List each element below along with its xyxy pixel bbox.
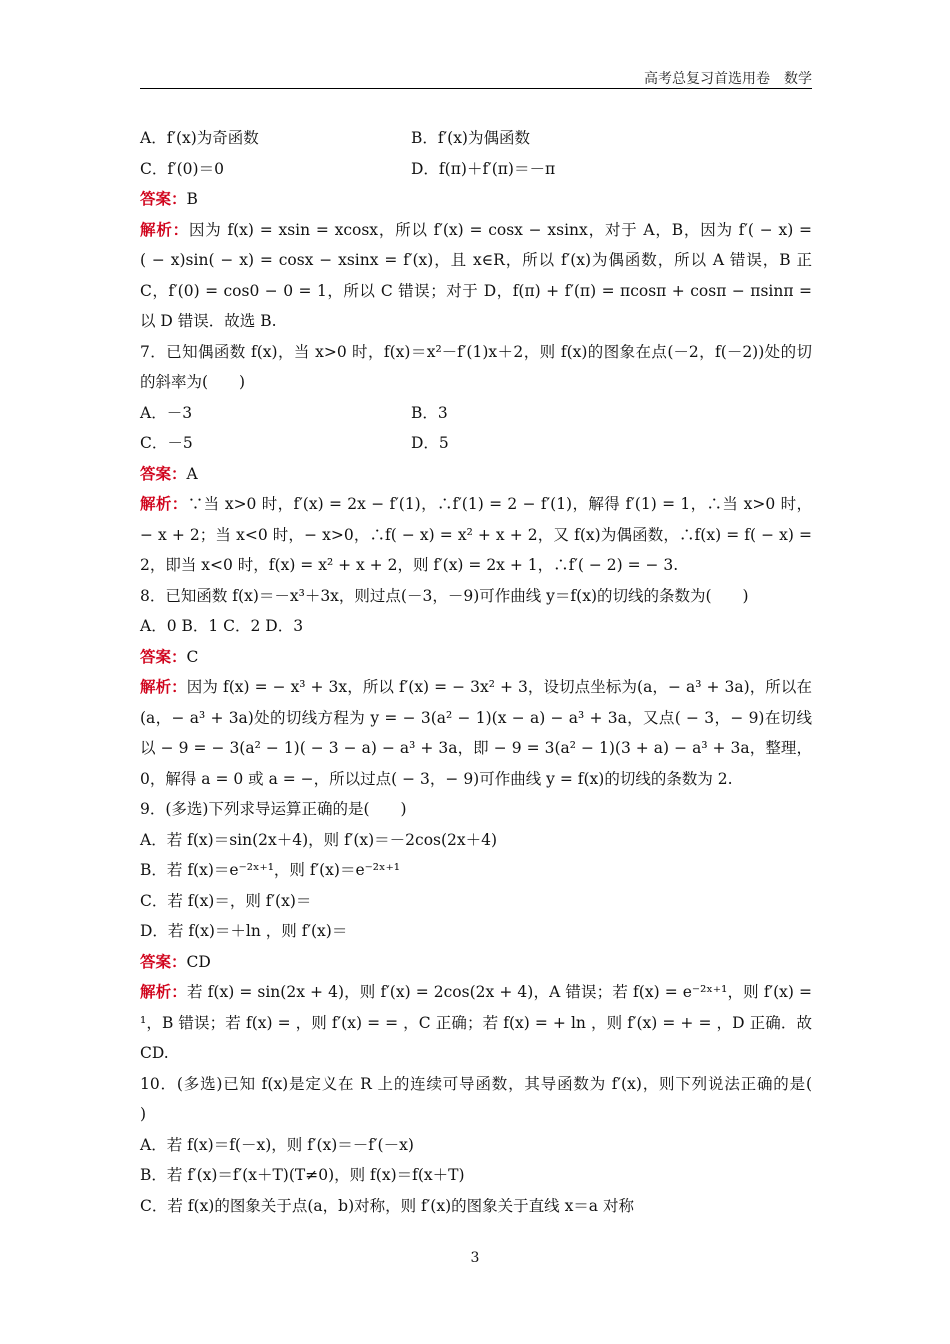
option-left: C．－5 xyxy=(140,434,193,452)
text-line: 10．(多选)已知 f(x)是定义在 R 上的连续可导函数，其导函数为 f′(x)，则下列说法正确的是( xyxy=(140,1074,812,1093)
analysis-text: 因为 f(x) = − x³ + 3x，所以 f′(x) = − 3x² + 3，设切点坐标为(a，− a³ + 3a)，所以在 xyxy=(186,678,812,696)
analysis-label: 解析： xyxy=(140,494,188,513)
text-line: A．0 B．1 C．2 D．3 xyxy=(140,617,304,635)
answer-label: 答案： xyxy=(140,189,187,208)
text-line: A．若 f(x)＝sin(2x＋4)，则 f′(x)＝－2cos(2x＋4) xyxy=(140,830,498,849)
option-right: D．f(π)＋f′(π)＝－π xyxy=(411,159,556,178)
text-line: ( − x)sin( − x) = cosx − xsinx = f′(x)，且 x∈R，所以 f′(x)为偶函数，所以 A 错误，B 正 xyxy=(140,251,812,269)
text-line: B．若 f′(x)＝f′(x＋T)(T≠0)，则 f(x)＝f(x＋T) xyxy=(140,1166,465,1184)
text-line: 0，解得 a = 0 或 a = −，所以过点( − 3，− 9)可作曲线 y = f(x)的切线的条数为 2. xyxy=(140,769,733,788)
analysis-text: 若 f(x) = sin(2x + 4)，则 f′(x) = 2cos(2x + 4)，A 错误；若 f(x) = e⁻²ˣ⁺¹，则 f′(x) = xyxy=(186,983,812,1001)
text-line: 2，即当 x<0 时，f(x) = x² + x + 2，则 f′(x) = 2x + 1，∴f′( − 2) = − 3. xyxy=(140,556,679,574)
analysis-line xyxy=(140,215,812,246)
text-line: − x + 2；当 x<0 时，− x>0，∴f( − x) = x² + x + 2，又 f(x)为偶函数，∴f(x) = f( − x) = xyxy=(140,525,812,544)
header-rule xyxy=(140,88,812,89)
answer-label: 答案： xyxy=(140,646,187,666)
text-line: (a，− a³ + 3a)处的切线方程为 y = − 3(a² − 1)(x − a) − a³ + 3a，又点( − 3，− 9)在切线 xyxy=(140,708,812,727)
running-header: 高考总复习首选用卷 数学 xyxy=(644,71,812,87)
page-number: 3 xyxy=(470,1250,480,1266)
analysis-text: ∵当 x>0 时，f′(x) = 2x − f′(1)，∴f′(1) = 2 − f′(1)，解得 f′(1) = 1，∴当 x>0 时， xyxy=(187,495,812,513)
text-line: C．若 f(x)＝，则 f′(x)＝ xyxy=(140,891,312,910)
text-line: A．若 f(x)＝f(－x)，则 f′(x)＝－f′(－x) xyxy=(140,1135,414,1154)
option-left: C．f′(0)＝0 xyxy=(140,159,224,178)
answer-label: 答案： xyxy=(140,463,187,483)
answer-line xyxy=(140,642,812,673)
text-line: C，f′(0) = cos0 − 0 = 1，所以 C 错误；对于 D，f(π) + f′(π) = πcosπ + cosπ − πsinπ = xyxy=(140,281,812,300)
analysis-label: 解析： xyxy=(140,219,189,239)
text-line: ) xyxy=(140,1105,147,1123)
option-left: A．－3 xyxy=(140,403,193,422)
answer-text: B xyxy=(186,190,198,208)
option-row xyxy=(140,154,812,185)
answer-text: CD xyxy=(186,952,211,971)
text-line: B．若 f(x)＝e⁻²ˣ⁺¹，则 f′(x)＝e⁻²ˣ⁺¹ xyxy=(140,861,400,879)
document-body xyxy=(140,123,812,1221)
analysis-label: 解析： xyxy=(140,982,187,1001)
analysis-line xyxy=(140,977,812,1008)
answer-text: A xyxy=(186,464,198,483)
analysis-label: 解析： xyxy=(140,677,187,696)
analysis-line xyxy=(140,672,812,703)
text-line: 9．(多选)下列求导运算正确的是( ) xyxy=(140,800,407,818)
text-line: C．若 f(x)的图象关于点(a，b)对称，则 f′(x)的图象关于直线 x＝a 对称 xyxy=(140,1196,634,1215)
answer-line xyxy=(140,459,812,490)
option-right: B．f′(x)为偶函数 xyxy=(411,129,530,147)
text-line: CD. xyxy=(140,1044,169,1062)
text-line: 以 D 错误．故选 B. xyxy=(140,312,277,330)
option-right: B．3 xyxy=(411,403,448,422)
text-line: 7．已知偶函数 f(x)，当 x>0 时，f(x)＝x²－f′(1)x＋2，则 f(x)的图象在点(－2，f(－2))处的切 xyxy=(140,342,812,361)
answer-text: C xyxy=(186,647,199,666)
text-line: 的斜率为( ) xyxy=(140,373,246,391)
option-row xyxy=(140,398,812,429)
option-left: A．f′(x)为奇函数 xyxy=(140,129,259,147)
text-line: ¹，B 错误；若 f(x) = ，则 f′(x) = = ，C 正确；若 f(x) = + ln ，则 f′(x) = + = ，D 正确．故 xyxy=(140,1013,812,1032)
text-line: 8．已知函数 f(x)＝－x³＋3x，则过点(－3，－9)可作曲线 y＝f(x)的切线的条数为( ) xyxy=(140,586,749,605)
option-right: D．5 xyxy=(411,434,449,452)
answer-label: 答案： xyxy=(140,951,187,971)
answer-line xyxy=(140,947,812,978)
analysis-line xyxy=(140,489,812,520)
option-row xyxy=(140,123,812,154)
option-row xyxy=(140,428,812,459)
text-line: 以 − 9 = − 3(a² − 1)( − 3 − a) − a³ + 3a，即 − 9 = 3(a² − 1)(3 + a) − a³ + 3a，整理， xyxy=(140,739,812,757)
analysis-text: 因为 f(x) = xsin = xcosx，所以 f′(x) = cosx − xsinx，对于 A，B，因为 f′( − x) = xyxy=(188,220,812,239)
answer-line xyxy=(140,184,812,215)
text-line: D．若 f(x)＝＋ln ，则 f′(x)＝ xyxy=(140,922,348,940)
